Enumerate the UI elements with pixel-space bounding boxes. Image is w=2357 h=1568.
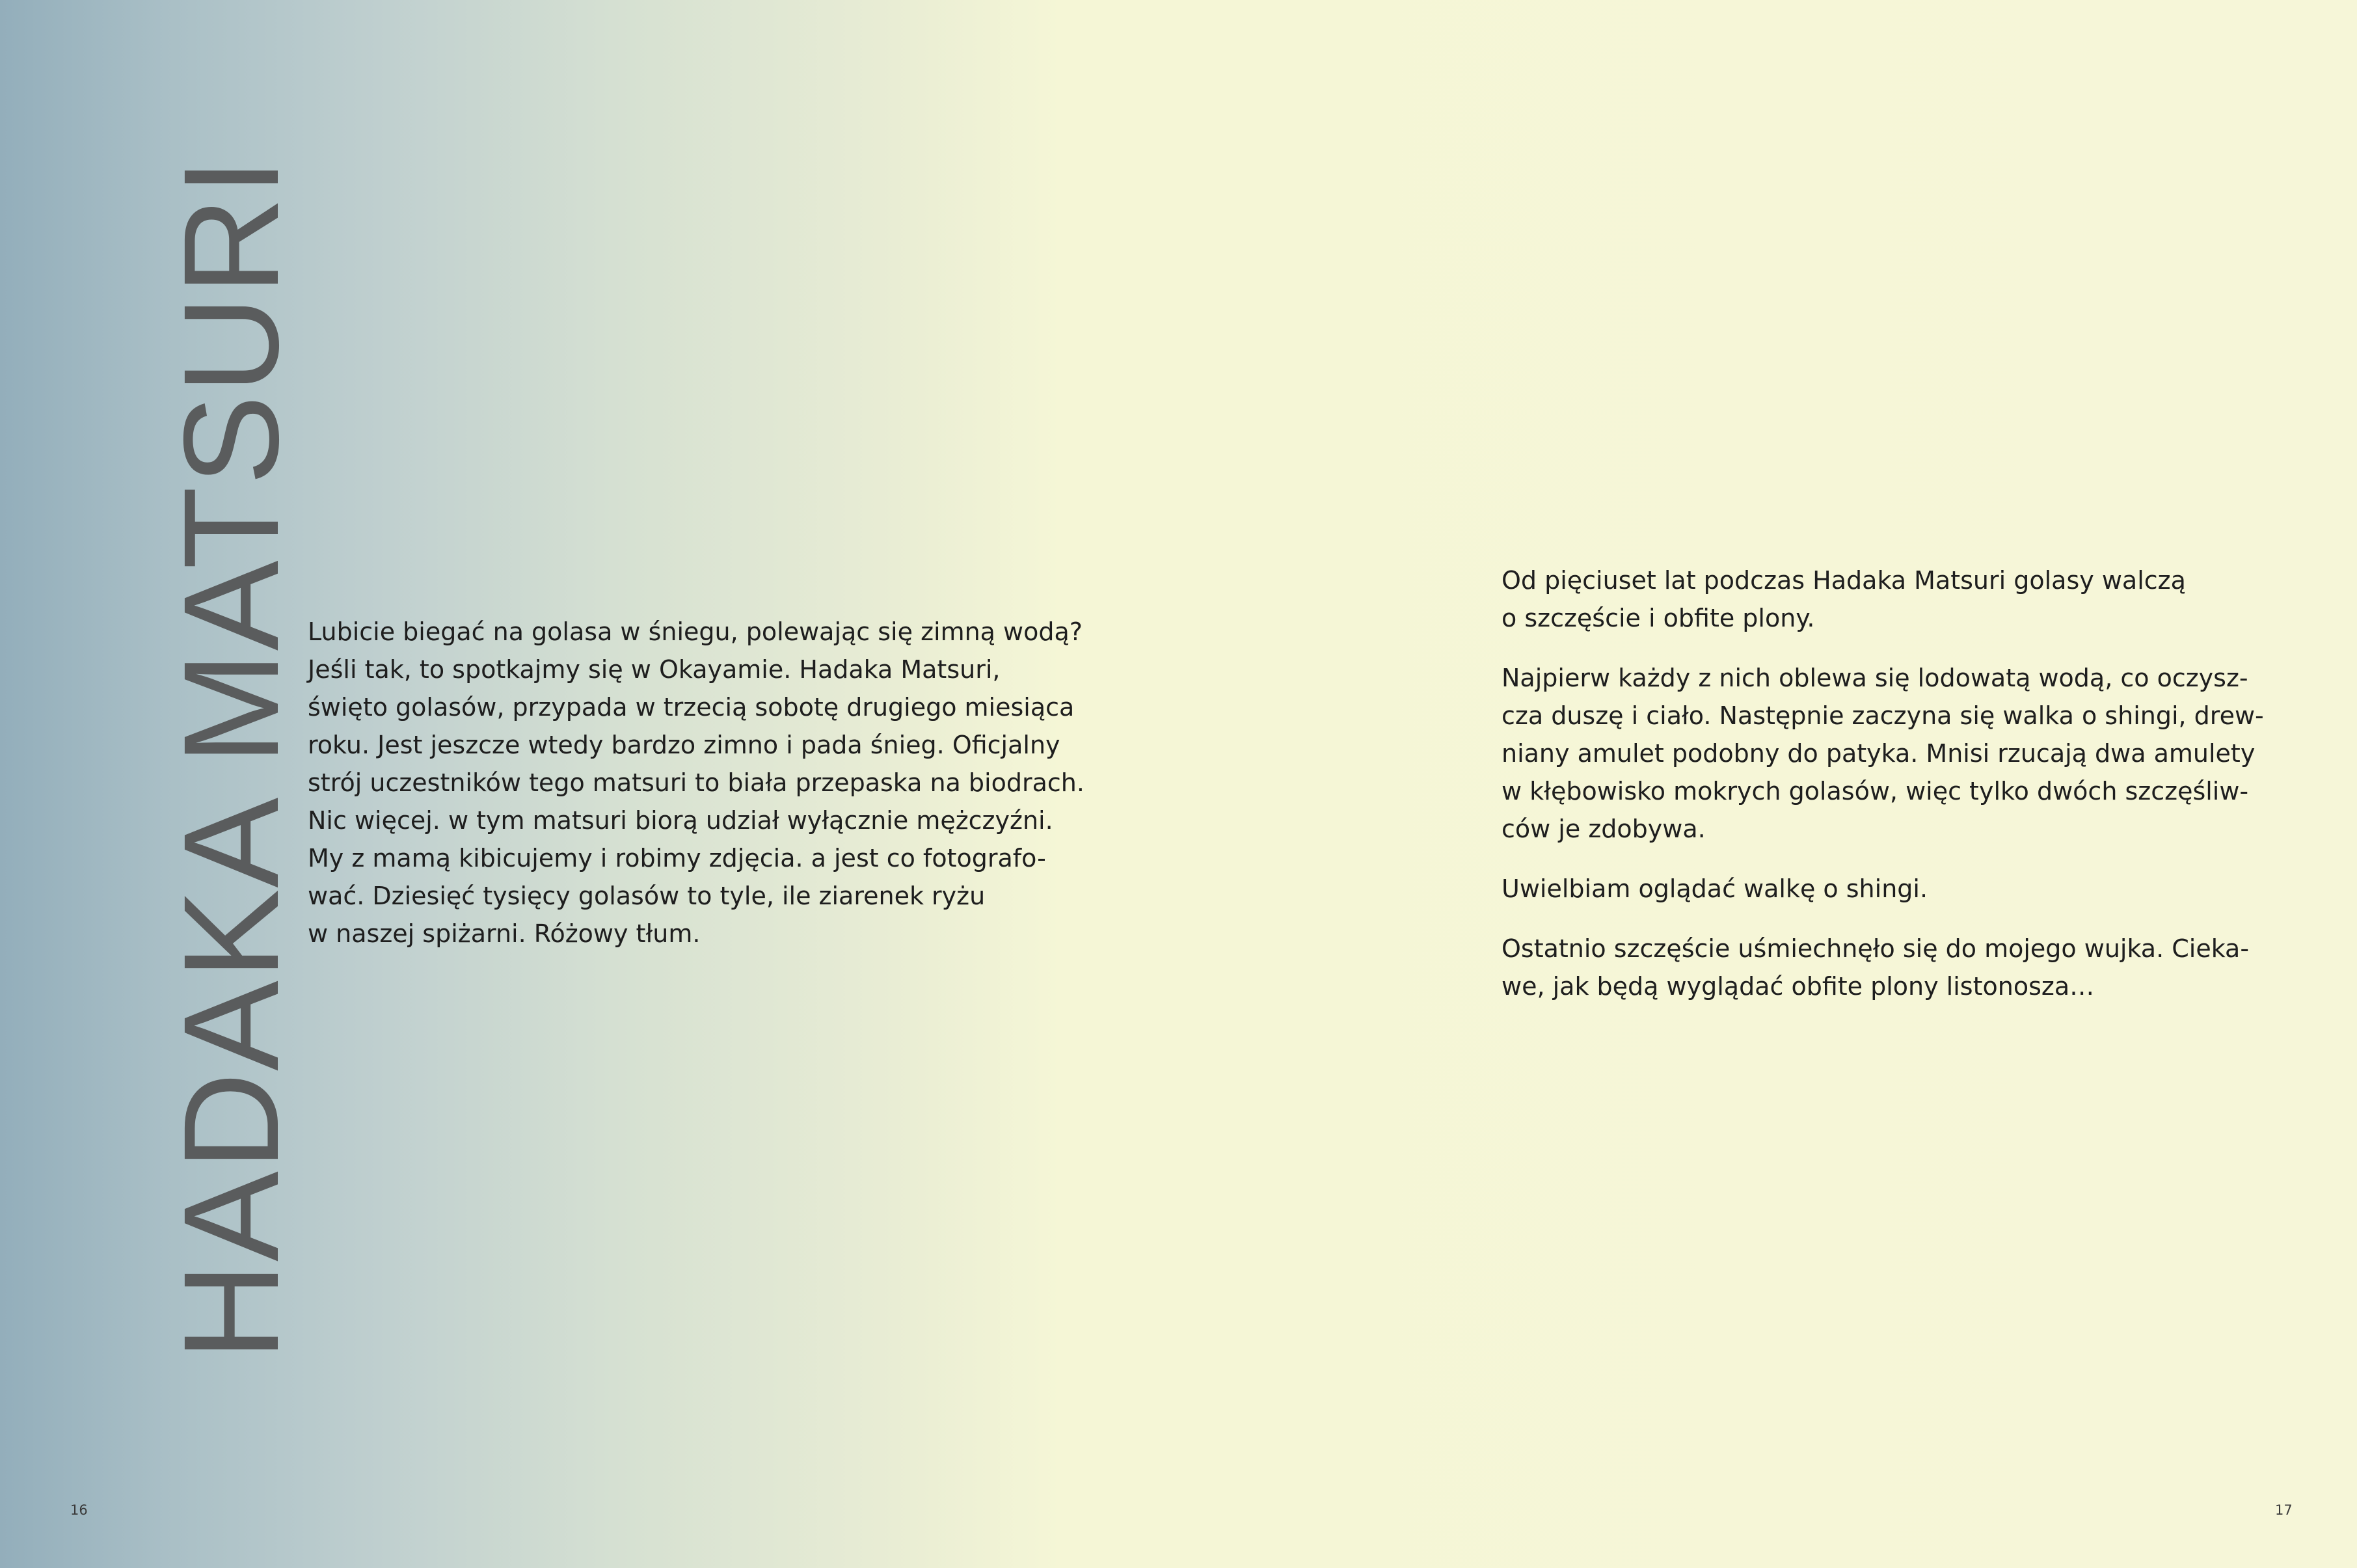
paragraph xyxy=(1502,930,2264,1005)
text-line: Jeśli tak, to spotkajmy się w Okayamie. Hadaka Matsuri, xyxy=(308,655,1001,684)
text-line: święto golasów, przypada w trzecią sobotę drugiego miesiąca xyxy=(308,693,1075,722)
right-page xyxy=(1178,0,2357,1568)
text-line: ców je zdobywa. xyxy=(1502,815,1706,843)
text-line: w kłębowisko mokrych golasów, więc tylko dwóch szczęśliw- xyxy=(1502,777,2249,805)
text-line: Najpierw każdy z nich oblewa się lodowatą wodą, co oczysz- xyxy=(1502,664,2248,692)
intro-paragraph xyxy=(308,613,1084,953)
text-line: wać. Dziesięć tysięcy golasów to tyle, ile ziarenek ryżu xyxy=(308,882,986,910)
page-number-left: 16 xyxy=(70,1502,88,1518)
text-line: Uwielbiam oglądać walkę o shingi. xyxy=(1502,874,1928,903)
text-line: My z mamą kibicujemy i robimy zdjęcia. a jest co fotografo- xyxy=(308,844,1046,872)
text-line: we, jak będą wyglądać obfite plony listonosza… xyxy=(1502,972,2095,1001)
story-text xyxy=(1502,561,2264,1005)
left-page xyxy=(0,0,1178,1568)
text-line: Ostatnio szczęście uśmiechnęło się do mojego wujka. Cieka- xyxy=(1502,934,2250,963)
text-line: Nic więcej. w tym matsuri biorą udział wyłącznie mężczyźni. xyxy=(308,806,1053,835)
text-line: Lubicie biegać na golasa w śniegu, polewając się zimną wodą? xyxy=(308,617,1083,646)
text-line: Od pięciuset lat podczas Hadaka Matsuri golasy walczą xyxy=(1502,566,2186,595)
text-line: niany amulet podobny do patyka. Mnisi rzucają dwa amulety xyxy=(1502,739,2256,768)
paragraph xyxy=(1502,870,2264,908)
text-line: roku. Jest jeszcze wtedy bardzo zimno i pada śnieg. Oficjalny xyxy=(308,731,1060,759)
text-line: strój uczestników tego matsuri to biała przepaska na biodrach. xyxy=(308,768,1084,797)
page-number-right: 17 xyxy=(2275,1502,2293,1518)
paragraph xyxy=(1502,659,2264,848)
page-title: HADAKA MATSURI xyxy=(156,156,307,1361)
paragraph xyxy=(1502,561,2264,637)
text-line: w naszej spiżarni. Różowy tłum. xyxy=(308,919,701,948)
text-line: cza duszę i ciało. Następnie zaczyna się walka o shingi, drew- xyxy=(1502,701,2264,730)
text-line: o szczęście i obfite plony. xyxy=(1502,604,1815,632)
